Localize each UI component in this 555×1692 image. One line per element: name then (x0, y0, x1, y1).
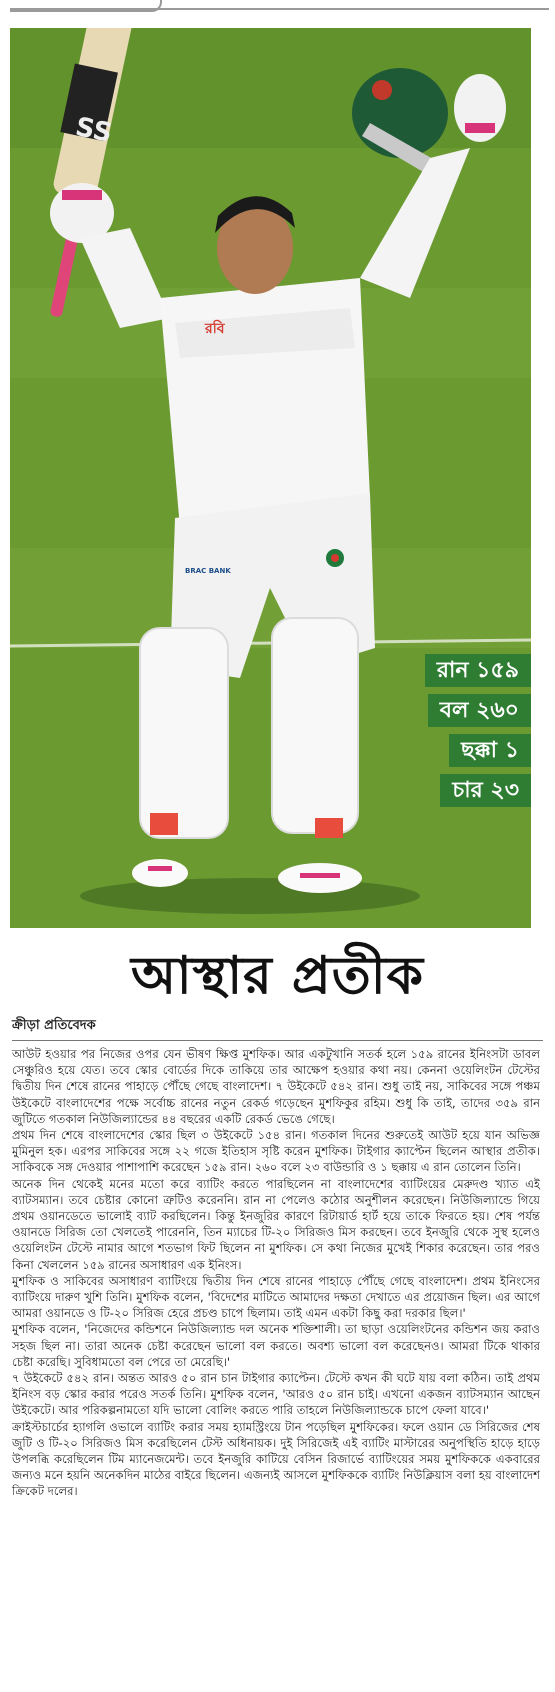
article-paragraph: প্রথম দিন শেষে বাংলাদেশের স্কোর ছিল ৩ উইকেটে ১৫৪ রান। গতকাল দিনের শুরুতেই আউট হয়ে যান অভিজ্ঞ মুমিনুল হক। এরপর সাকিবের সঙ্গে ২২ গজে ইতিহাস সৃষ্টি করেন মুশফিক। টাইগার ক্যাপ্টেন ছিলেন আস্থার প্রতীক। সাকিবকে সঙ্গ দেওয়ার পাশাপাশি করেছেন ১৫৯ রান। ২৬০ বলে ২৩ বাউন্ডারি ও ১ ছক্কায় এ রান তোলেন তিনি। (12, 1128, 540, 1175)
stat-runs (425, 654, 531, 687)
byline: ক্রীড়া প্রতিবেদক (12, 1018, 96, 1033)
article-paragraph: অনেক দিন থেকেই মনের মতো করে ব্যাটিং করতে পারছিলেন না বাংলাদেশের ব্যাটিংয়ের মেরুদণ্ড খ্যাত এই ব্যাটসম্যান। তবে চেষ্টার কোনো ত্রুটিও করেননি। রান না পেলেও কঠোর অনুশীলন করেছেন। নিউজিল্যান্ডে গিয়ে প্রথম ওয়ানডেতে ভালোই ব্যাট করছিলেন। কিন্তু ইনজুরির কারণে রিটায়ার্ড হার্ট হয়ে তাকে ফিরতে হয়। শেষ পর্যন্ত ওয়ানডে সিরিজ তো খেলতেই পারেননি, তিন ম্যাচের টি-২০ সিরিজও মিস করছেন। তবে ইনজুরি থেকে সুস্থ হলেও ওয়েলিংটন টেস্টে নামার আগে শতভাগ ফিট ছিলেন না মুশফিক। সে কথা নিজের মুখেই শিকার করেছেন। তার পরও কিনা খেললেন ১৫৯ রানের অসাধারণ এক ইনিংস। (12, 1176, 540, 1272)
bat-brand-text: SS (72, 111, 115, 149)
article-paragraph: আউট হওয়ার পর নিজের ওপর যেন ভীষণ ক্ষিপ্ত মুশফিক। আর একটুখানি সতর্ক হলে ১৫৯ রানের ইনিংসটা ডাবল সেঞ্চুরিও হয়ে যেত। তবে স্কোর বোর্ডের দিকে তাকিয়ে তার আক্ষেপ হওয়ার কথা নয়। কেননা ওয়েলিংটন টেস্টের দ্বিতীয় দিন শেষে রানের পাহাড়ে পৌঁছে গেছে বাংলাদেশ। ৭ উইকেটে ৫৪২ রান। শুধু তাই নয়, সাকিবের সঙ্গে পঞ্চম উইকেটে বাংলাদেশের পক্ষে সর্বোচ্চ রানের নতুন রেকর্ড গড়েছেন মুশফিকুর রহিম। শুধু কি তাই, তাদের ৩৫৯ রান জুটিতে গতকাল নিউজিল্যান্ডের ৪৪ বছরের একটি রেকর্ড ভেঙে গেছে। (12, 1047, 540, 1126)
article-paragraph: ৭ উইকেটে ৫৪২ রান। অন্তত আরও ৫০ রান চান টাইগার ক্যাপ্টেন। টেস্টে কখন কী ঘটে যায় বলা কঠিন। তাই প্রথম ইনিংস বড় স্কোর করার পরেও সতর্ক তিনি। মুশফিক বলেন, 'আরও ৫০ রান চাই। এখনো একজন ব্যাটসম্যান আছেন উইকেটে। আর পরিকল্পনামতো যদি ভালো বোলিং করতে পারি তাহলে নিউজিল্যান্ডকে চাপে ফেলা যাবে।' (12, 1371, 540, 1418)
article-paragraph: মুশফিক বলেন, 'নিজেদের কন্ডিশনে নিউজিল্যান্ড দল অনেক শক্তিশালী। তা ছাড়া ওয়েলিংটনের কন্ডিশন জয় করাও সহজ ছিল না। তারা অনেক চেষ্টা করেছেন ভালো বল করতে। অবশ্য ভালো বল করেছেনও। আমরা টিকে থাকার চেষ্টা করেছি। সুবিধামতো বল পেরে তা মেরেছি।' (12, 1322, 540, 1369)
bank-logo-text: BRAC BANK (185, 567, 231, 575)
article-paragraph: মুশফিক ও সাকিবের অসাধারণ ব্যাটিংয়ে দ্বিতীয় দিন শেষে রানের পাহাড়ে পৌঁছে গেছে বাংলাদেশ। প্রথম ইনিংসের ব্যাটিংয়ে দারুণ খুশি তিনি। মুশফিক বলেন, 'বিদেশের মাটিতে আমাদের দক্ষতা দেখাতে এর প্রয়োজন ছিল। এর আগে আমরা ওয়ানডে ও টি-২০ সিরিজ হেরে প্রচণ্ড চাপে ছিলাম। তাই এমন একটা কিছু করা দরকার ছিল।' (12, 1273, 540, 1321)
stat-balls (428, 694, 531, 727)
stat-fours-label: চার ২৩ (452, 778, 519, 803)
top-rule-tab (10, 0, 162, 12)
sponsor-logo-text: রবি (205, 321, 225, 337)
byline-divider (12, 1040, 543, 1041)
top-rule-line (10, 8, 549, 10)
player-photo (10, 28, 531, 928)
top-rule (0, 0, 555, 26)
stat-sixes (449, 734, 531, 767)
article-paragraph: ক্রাইস্টচার্চের হ্যাগলি ওভালে ব্যাটিং করার সময় হ্যামস্ট্রিংয়ে টান পড়েছিল মুশফিকের। ফলে ওয়ান ডে সিরিজের শেষ জুটি ও টি-২০ সিরিজও মিস করেছিলেন টেস্ট অধিনায়ক। দুই সিরিজেই এই ব্যাটিং মাস্টারের অনুপস্থিতি হাড়ে হাড়ে উপলব্ধি করেছিলেন টিম ম্যানেজমেন্ট। তবে ইনজুরি কাটিয়ে বেসিন রিজার্ভে ব্যাটিংয়ের সময় মুশফিককে একবারের জন্যও মনে হয়নি অনেকদিন মাঠের বাইরে ছিলেন। এজন্যই আসলে মুশফিককে ব্যাটিং নিউক্লিয়াস বলা হয় বাংলাদেশ ক্রিকেট দলের। (12, 1419, 540, 1499)
stat-runs-label: রান ১৫৯ (436, 658, 519, 683)
stat-fours (440, 774, 531, 807)
article-body (12, 1046, 540, 1500)
stat-sixes-label: ছক্কা ১ (461, 738, 519, 763)
stat-balls-label: বল ২৬০ (439, 698, 519, 723)
headline: আস্থার প্রতীক (131, 945, 424, 1006)
